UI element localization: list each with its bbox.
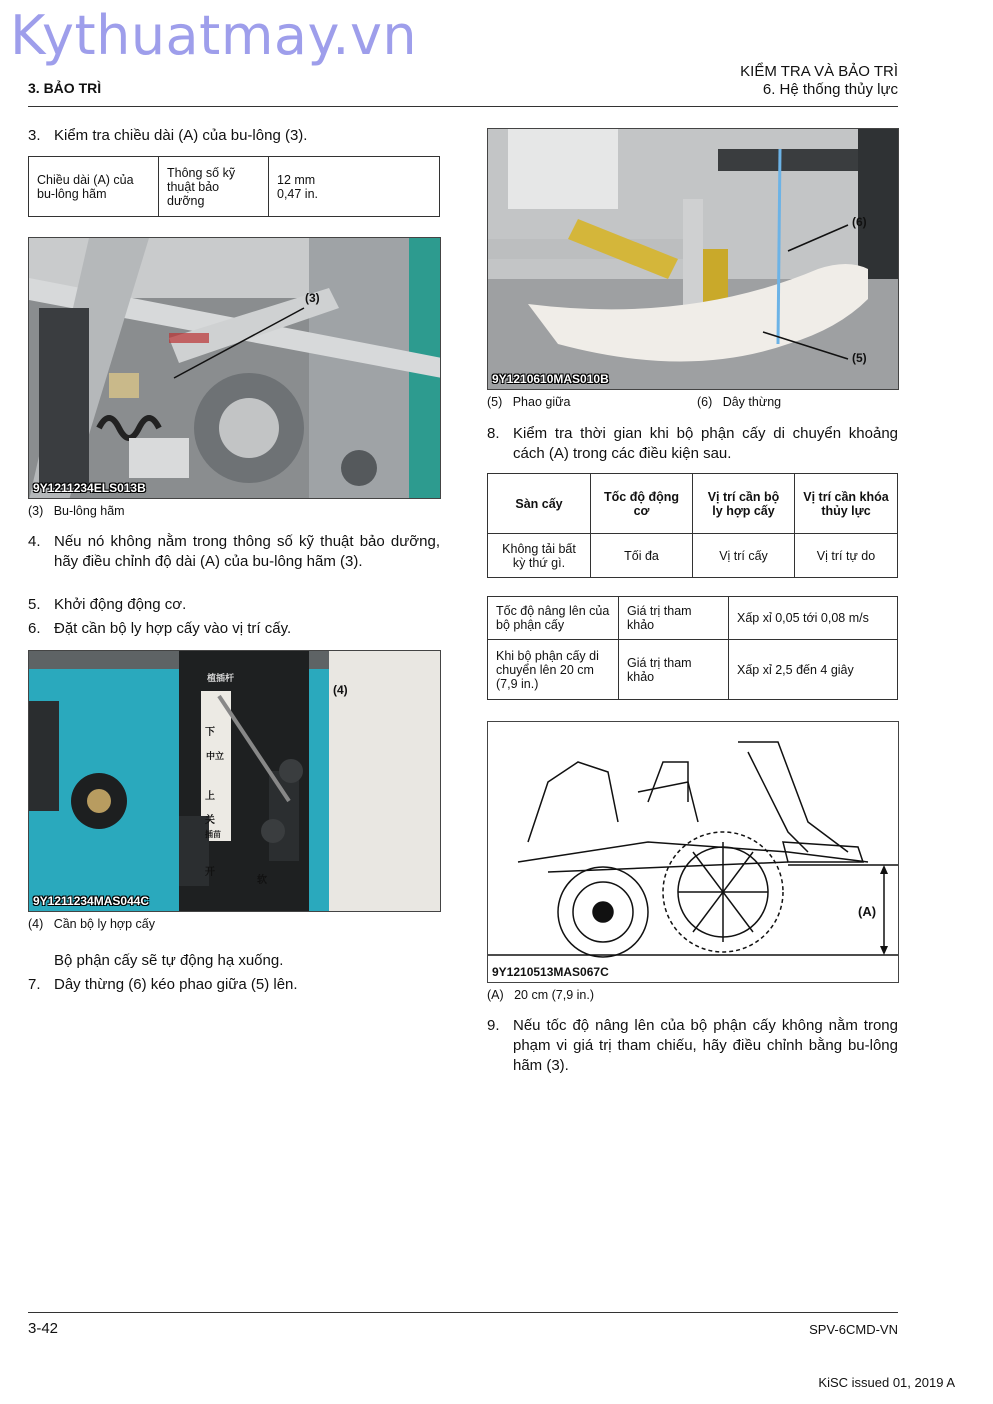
table-row — [29, 157, 440, 217]
ref-item: Khi bộ phận cấy di chuyển lên 20 cm (7,9 in.) — [488, 640, 619, 700]
callout-6: (6) — [852, 215, 867, 229]
spec-table — [28, 156, 440, 217]
photo-code: 9Y1211234ELS013B — [33, 481, 146, 495]
note-text: Bộ phận cấy sẽ tự động hạ xuống. — [54, 952, 284, 969]
table-row — [488, 597, 898, 640]
cell: Vị trí cấy — [693, 534, 795, 578]
section-title: 3. BẢO TRÌ — [28, 80, 102, 96]
caption-text: 20 cm (7,9 in.) — [514, 988, 594, 1002]
step-text: Nếu tốc độ nâng lên của bộ phận cấy không nằm trong phạm vi giá trị tham chiếu, hãy điều chỉnh bằng bu-lông hãm (3). — [513, 1017, 898, 1074]
drawing-code: 9Y1210513MAS067C — [492, 965, 609, 979]
caption-bolt — [28, 504, 125, 518]
step-7 — [28, 975, 440, 995]
panel-label-neutral: 中立 — [205, 751, 224, 761]
chapter-subtitle: 6. Hệ thống thủy lực — [762, 81, 898, 98]
spec-item: Chiều dài (A) của bu-lông hãm — [29, 157, 159, 217]
step-text: Kiểm tra chiều dài (A) của bu-lông (3). — [54, 127, 308, 144]
caption-lever — [28, 917, 155, 931]
step-5 — [28, 595, 440, 615]
ref-label: Giá trị tham khảo — [619, 597, 729, 640]
table-header-row — [488, 474, 898, 534]
callout-3: (3) — [305, 291, 320, 305]
header-cell: Tốc độ động cơ — [591, 474, 693, 534]
caption-text: Phao giữa — [512, 395, 571, 409]
panel-label-up: 上 — [205, 791, 215, 802]
photo-code: 9Y1210610MAS010B — [492, 372, 609, 386]
caption-key: (A) — [487, 988, 504, 1002]
photo-float — [487, 128, 899, 390]
header-cell: Sàn cấy — [488, 474, 591, 534]
step-number: 3. — [28, 127, 41, 144]
caption-float — [487, 395, 570, 409]
page-number: 3-42 — [28, 1320, 59, 1337]
panel-label-soft: 软 — [257, 875, 267, 886]
spec-label: Thông số kỹ thuật bảo dưỡng — [159, 157, 269, 217]
chapter-title: KIỂM TRA VÀ BẢO TRÌ — [740, 63, 898, 80]
ref-value: Xấp xỉ 2,5 đến 4 giây — [729, 640, 898, 700]
spec-value — [269, 157, 440, 217]
document-code: SPV-6CMD-VN — [809, 1322, 898, 1337]
callout-5: (5) — [852, 351, 867, 365]
issued-note: KiSC issued 01, 2019 A — [818, 1375, 955, 1390]
ref-item: Tốc độ nâng lên của bộ phận cấy — [488, 597, 619, 640]
caption-text: Dây thừng — [722, 395, 782, 409]
table-row — [488, 640, 898, 700]
drawing-transplanter — [487, 721, 899, 983]
panel-label-on: 开 — [205, 867, 215, 878]
reference-table — [487, 596, 898, 700]
ref-value: Xấp xỉ 0,05 tới 0,08 m/s — [729, 597, 898, 640]
step-number: 5. — [28, 596, 41, 613]
header-cell: Vị trí cần bộ ly hợp cấy — [693, 474, 795, 534]
step-text: Dây thừng (6) kéo phao giữa (5) lên. — [54, 976, 298, 993]
photo-bolt — [28, 237, 441, 499]
cell: Không tải bất kỳ thứ gì. — [488, 534, 591, 578]
caption-key: (6) — [697, 395, 713, 409]
caption-text: Cần bộ ly hợp cấy — [53, 917, 156, 931]
callout-a: (A) — [858, 904, 877, 919]
header-cell: Vị trí cần khóa thủy lực — [795, 474, 898, 534]
table-row — [488, 534, 898, 578]
cell: Vị trí tự do — [795, 534, 898, 578]
step-9 — [487, 1016, 898, 1076]
note-auto-lower — [54, 951, 440, 971]
step-number: 7. — [28, 976, 41, 993]
caption-distance — [487, 988, 594, 1002]
callout-4: (4) — [333, 683, 348, 697]
panel-label-off: 关 — [205, 815, 215, 826]
step-text: Kiểm tra thời gian khi bộ phận cấy di chuyển khoảng cách (A) trong các điều kiện sau. — [513, 425, 898, 462]
step-8 — [487, 424, 898, 464]
step-6 — [28, 619, 440, 639]
spec-value-in: 0,47 in. — [277, 186, 319, 201]
caption-rope — [697, 395, 781, 409]
header-divider — [28, 106, 898, 107]
spec-value-mm: 12 mm — [277, 172, 316, 187]
footer-divider — [28, 1312, 898, 1313]
caption-key: (3) — [28, 504, 44, 518]
panel-top-label: 植插杆 — [207, 673, 235, 683]
watermark-logo: Kythuatmay.vn — [10, 4, 418, 67]
panel-label-down: 下 — [205, 727, 215, 738]
step-3 — [28, 126, 440, 146]
ref-label: Giá trị tham khảo — [619, 640, 729, 700]
step-number: 8. — [487, 425, 500, 442]
photo-lever — [28, 650, 441, 912]
panel-label-planting: 插苗 — [205, 830, 221, 839]
step-text: Đặt cần bộ ly hợp cấy vào vị trí cấy. — [54, 620, 292, 637]
step-number: 9. — [487, 1017, 500, 1034]
caption-key: (4) — [28, 917, 44, 931]
conditions-table — [487, 473, 898, 578]
step-number: 4. — [28, 533, 41, 550]
photo-code: 9Y1211234MAS044C — [33, 894, 150, 908]
caption-text: Bu-lông hãm — [53, 504, 125, 518]
cell: Tối đa — [591, 534, 693, 578]
step-text: Nếu nó không nằm trong thông số kỹ thuật bảo dưỡng, hãy điều chỉnh độ dài (A) của bu-lông hãm (3). — [54, 533, 440, 570]
step-text: Khởi động động cơ. — [54, 596, 187, 613]
step-number: 6. — [28, 620, 41, 637]
step-4 — [28, 532, 440, 592]
caption-key: (5) — [487, 395, 503, 409]
